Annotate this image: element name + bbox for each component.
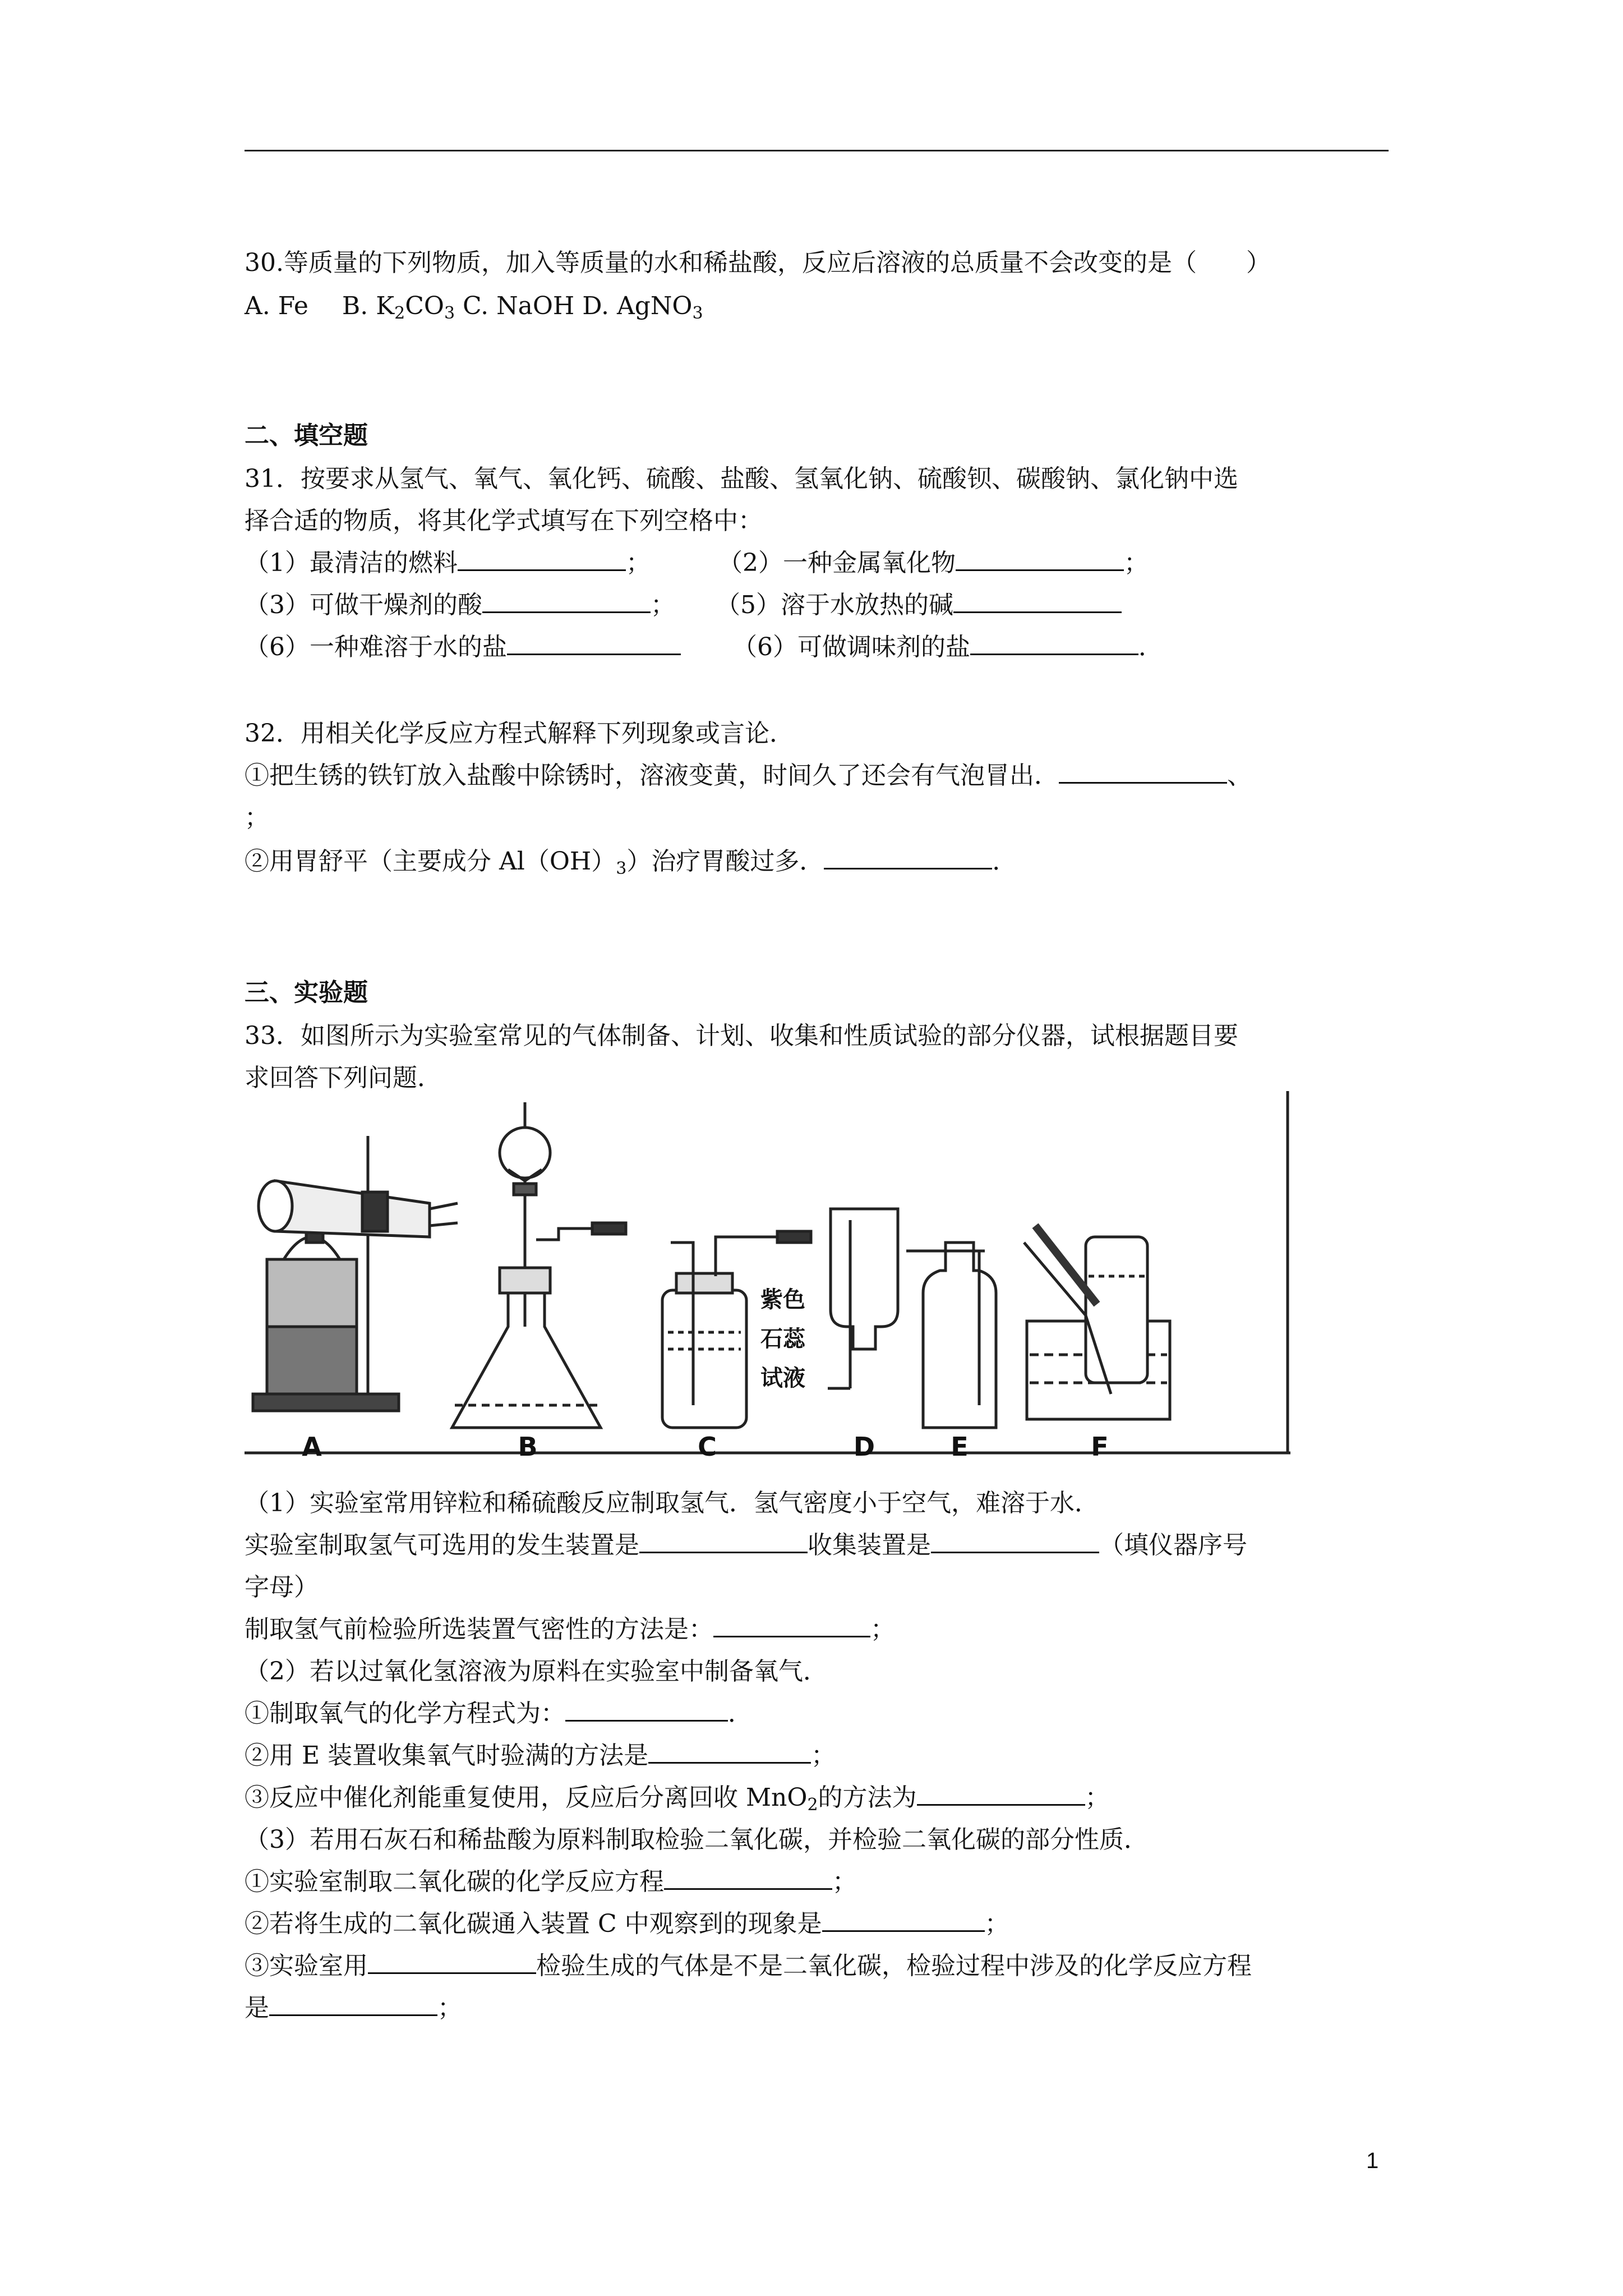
label-c-line2: 石蕊 xyxy=(760,1326,805,1352)
apparatus-e xyxy=(906,1243,996,1428)
q33-line1: 33．如图所示为实验室常见的气体制备、计划、收集和性质试验的部分仪器，试根据题目要 xyxy=(245,1022,1238,1050)
section3-title: 三、实验题 xyxy=(245,978,368,1007)
answer-blank[interactable] xyxy=(482,589,651,613)
label-c-line1: 紫色 xyxy=(760,1287,805,1313)
label-b: B xyxy=(518,1432,538,1461)
q33-p1-line4: 制取氢气前检验所选装置气密性的方法是： ； xyxy=(245,1612,895,1648)
answer-blank[interactable] xyxy=(822,1908,985,1932)
label-f: F xyxy=(1091,1432,1109,1461)
answer-blank[interactable] xyxy=(368,1950,536,1974)
q33-p1-line2: 实验室制取氢气可选用的发生装置是 收集装置是 （填仪器序号 xyxy=(245,1527,1247,1563)
apparatus-b xyxy=(452,1102,626,1428)
apparatus-f xyxy=(1024,1226,1170,1419)
q33-p2-line2: ①制取氧气的化学方程式为： ． xyxy=(245,1696,753,1732)
q33-p3-line4: ③实验室用 检验生成的气体是不是二氧化碳，检验过程中涉及的化学反应方程 xyxy=(245,1948,1252,1984)
q33-p1-line3: 字母） xyxy=(245,1573,319,1602)
answer-blank[interactable] xyxy=(648,1740,811,1764)
answer-blank[interactable] xyxy=(664,1866,832,1890)
q32-line2: ②用胃舒平（主要成分 $Al(OH)_3$）治疗胃酸过多． ． xyxy=(245,844,1017,887)
q32-line1: ①把生锈的铁钉放入盐酸中除锈时，溶液变黄，时间久了还会有气泡冒出． 、 xyxy=(245,758,1252,794)
section2-title: 二、填空题 xyxy=(245,421,368,450)
answer-blank[interactable] xyxy=(458,547,626,571)
q33-p3-line2: ①实验室制取二氧化碳的化学反应方程 ； xyxy=(245,1864,857,1900)
q31-row1: （1）最清洁的燃料 ； （2）一种金属氧化物 ； xyxy=(245,545,1149,581)
answer-blank[interactable] xyxy=(713,1613,870,1637)
q33-p2-line3: ②用 E 装置收集氧气时验满的方法是 ； xyxy=(245,1738,836,1774)
q31-row2: （3）可做干燥剂的酸 ； （5）溶于水放热的碱 xyxy=(245,587,1122,623)
q33-p3-line3: ②若将生成的二氧化碳通入装置 C 中观察到的现象是 ； xyxy=(245,1906,1009,1942)
q33-p2-line4: ③反应中催化剂能重复使用，反应后分离回收 MnO$_2$的方法为 ； xyxy=(245,1780,1110,1823)
answer-blank[interactable] xyxy=(565,1697,728,1722)
q31-row3: （6）一种难溶于水的盐 （6）可做调味剂的盐 ． xyxy=(245,629,1163,665)
apparatus-a xyxy=(253,1136,458,1411)
answer-blank[interactable] xyxy=(956,547,1124,571)
q32-line1-continued: ； xyxy=(245,803,269,832)
q31-line2: 择合适的物质，将其化学式填写在下列空格中： xyxy=(245,507,763,535)
q33-p3-line5: 是 ； xyxy=(245,1990,462,2026)
header-rule xyxy=(245,150,1389,151)
label-c: C xyxy=(698,1432,717,1461)
apparatus-figure xyxy=(245,1091,1290,1461)
answer-blank[interactable] xyxy=(824,845,992,869)
answer-blank[interactable] xyxy=(639,1529,808,1553)
q30-stem: 30.等质量的下列物质，加入等质量的水和稀盐酸，反应后溶液的总质量不会改变的是（ ） xyxy=(245,249,1271,277)
answer-blank[interactable] xyxy=(917,1782,1085,1806)
label-e: E xyxy=(951,1432,969,1461)
answer-blank[interactable] xyxy=(269,1992,437,2016)
answer-blank[interactable] xyxy=(1059,760,1227,784)
apparatus-diagram xyxy=(245,1091,1290,1461)
apparatus-d xyxy=(828,1209,898,1388)
q31-line1: 31．按要求从氢气、氧气、氧化钙、硫酸、盐酸、氢氧化钠、硫酸钡、碳酸钠、氯化钠中选 xyxy=(245,464,1238,493)
q33-line2: 求回答下列问题． xyxy=(245,1064,442,1092)
answer-blank[interactable] xyxy=(931,1529,1099,1553)
answer-blank[interactable] xyxy=(970,631,1138,655)
q32-title: 32．用相关化学反应方程式解释下列现象或言论． xyxy=(245,719,794,748)
page-number: 1 xyxy=(1366,2148,1379,2173)
answer-blank[interactable] xyxy=(953,589,1122,613)
label-d: D xyxy=(853,1432,875,1461)
label-a: A xyxy=(302,1432,322,1461)
q33-p2-line1: （2）若以过氧化氢溶液为原料在实验室中制备氧气． xyxy=(245,1657,828,1686)
q33-p1-line1: （1）实验室常用锌粒和稀硫酸反应制取氢气．氢气密度小于空气，难溶于水． xyxy=(245,1489,1099,1517)
answer-blank[interactable] xyxy=(507,631,681,655)
q30-options: A. Fe B. $K_2CO_3$ C. NaOH D. AgNO$_3$ xyxy=(245,292,703,323)
q33-p3-line1: （3）若用石灰石和稀盐酸为原料制取检验二氧化碳，并检验二氧化碳的部分性质． xyxy=(245,1825,1149,1854)
label-c-line3: 试液 xyxy=(760,1365,805,1391)
